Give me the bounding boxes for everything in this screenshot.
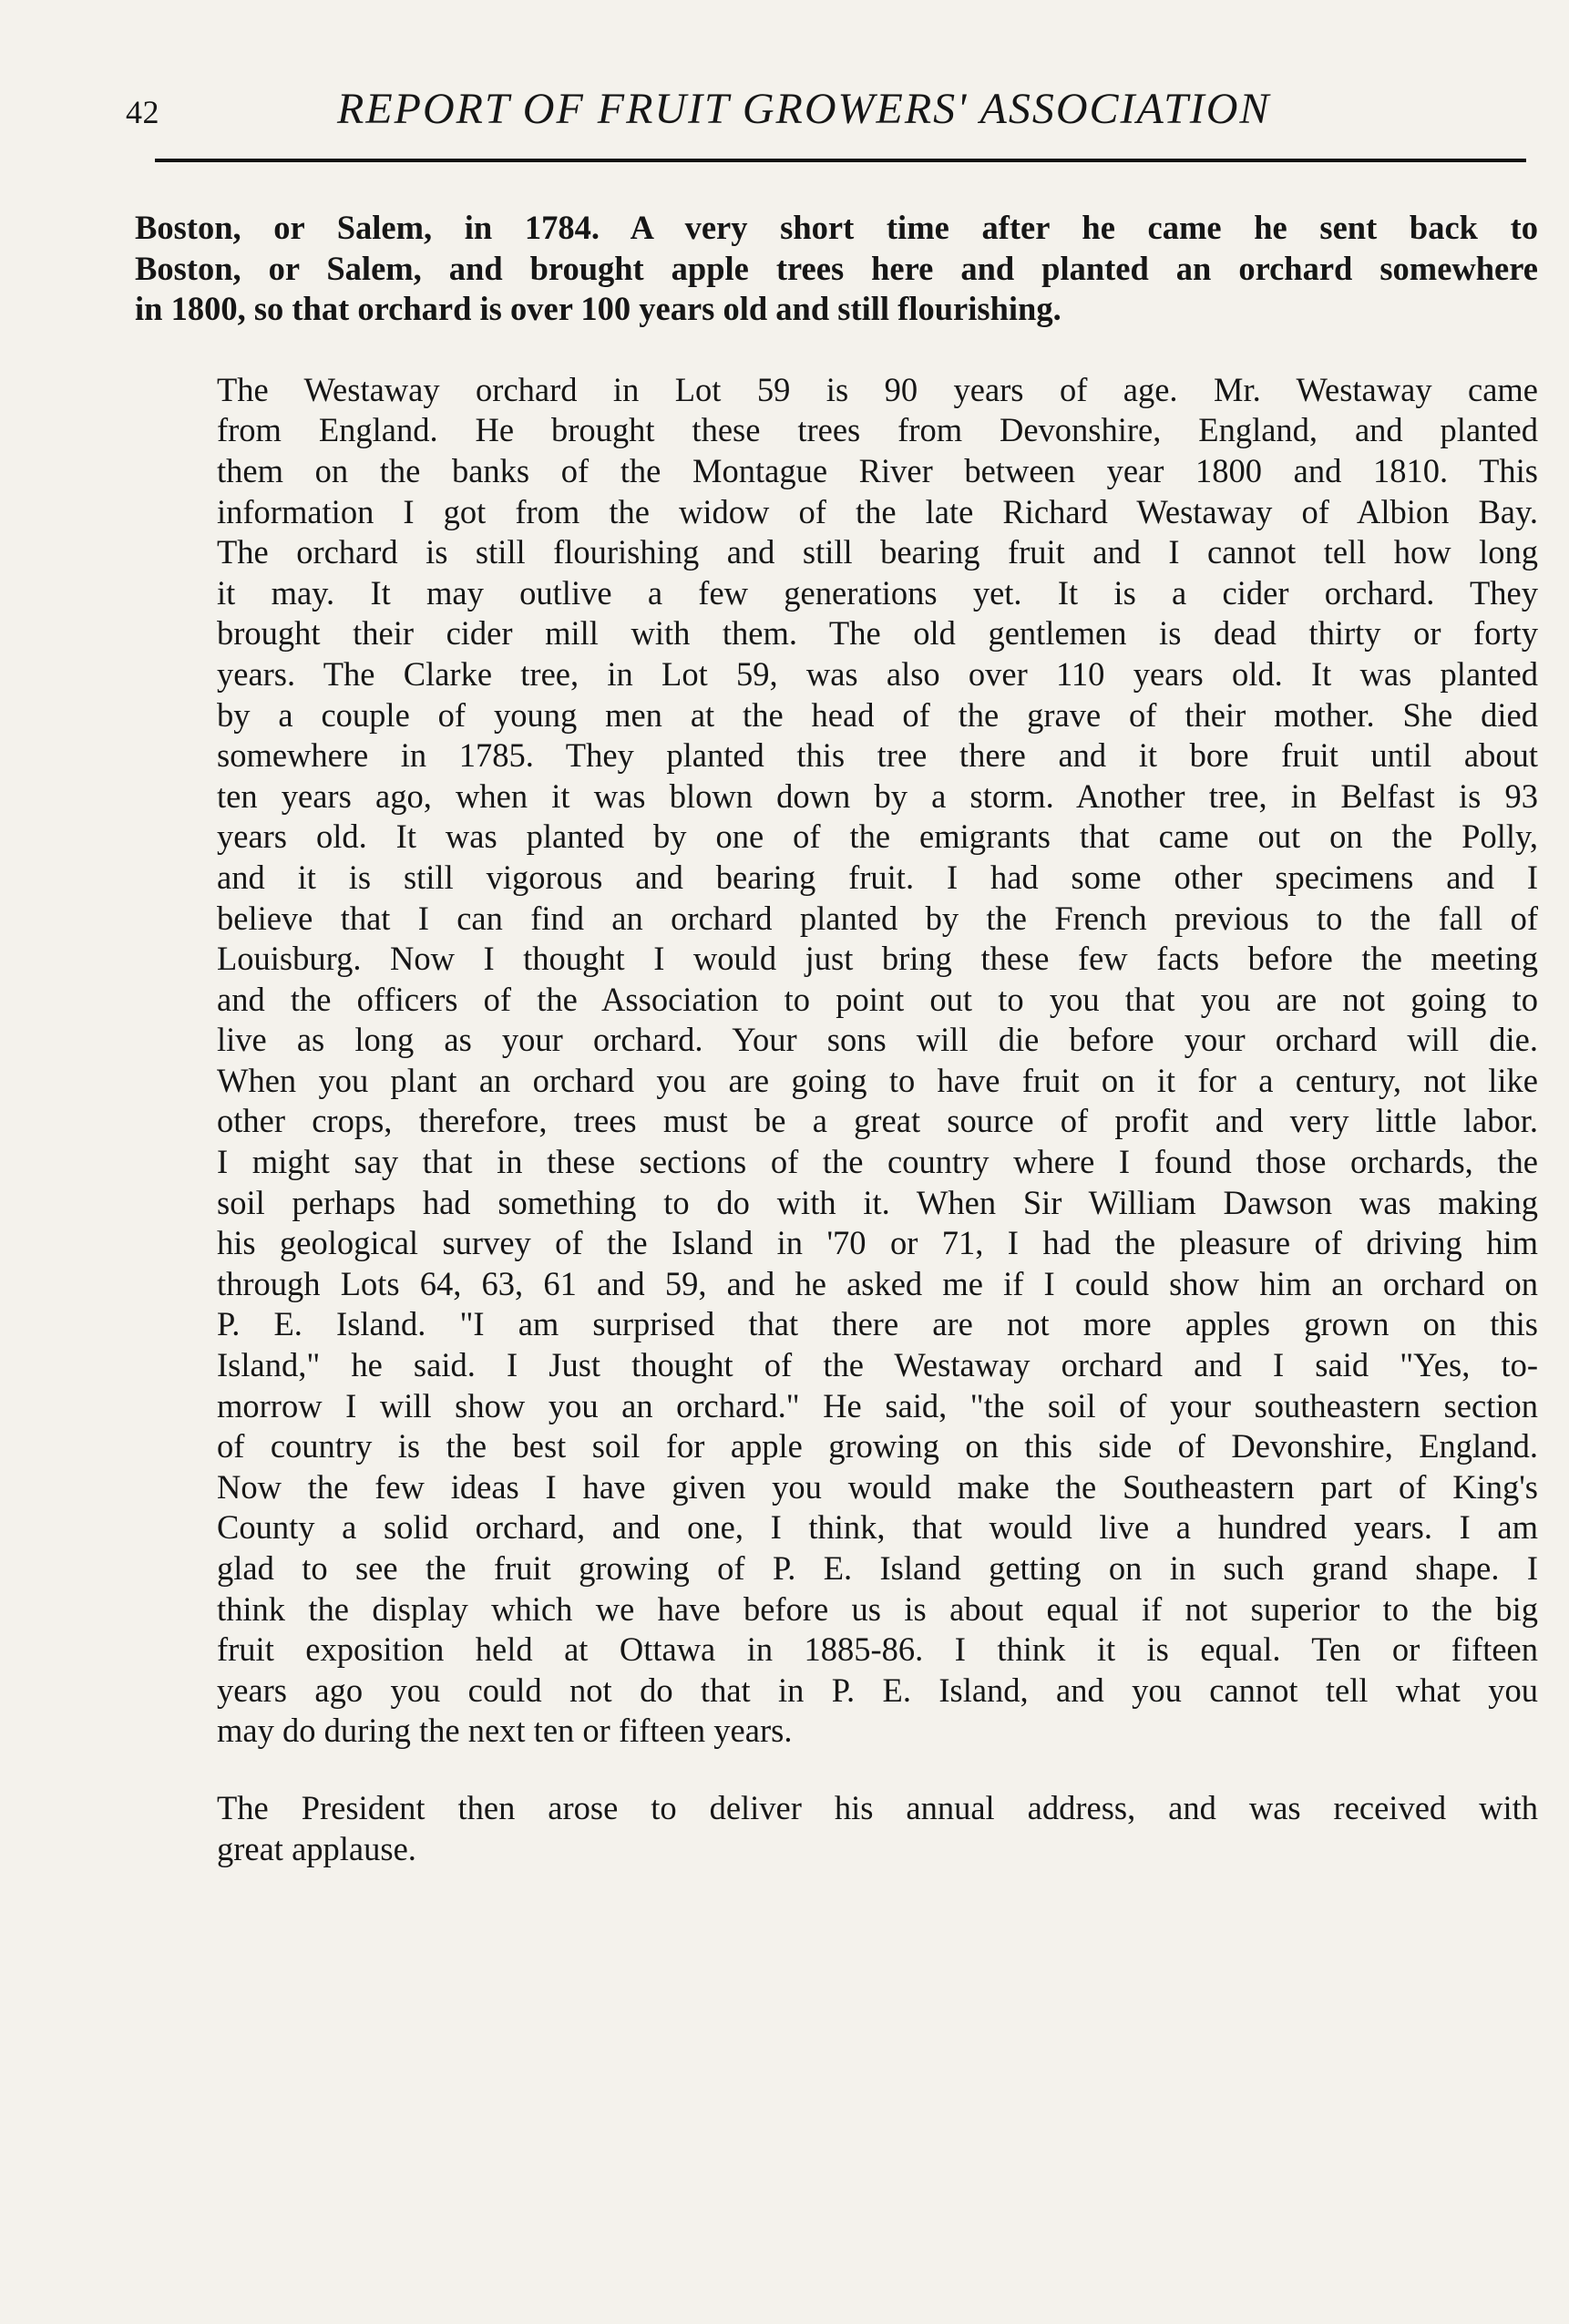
text-line: Now the few ideas I have given you would make the Southeastern part of King's — [217, 1467, 1538, 1506]
paragraph-opening — [135, 208, 1538, 330]
text-line: The orchard is still flourishing and still bearing fruit and I cannot tell how long — [217, 533, 1538, 571]
running-title: REPORT OF FRUIT GROWERS' ASSOCIATION — [337, 85, 1271, 133]
text-line: may do during the next ten or fifteen years. — [217, 1712, 793, 1750]
text-line: The Westaway orchard in Lot 59 is 90 years of age. Mr. Westaway came — [217, 370, 1538, 408]
page-number: 42 — [126, 94, 159, 130]
text-line: it may. It may outlive a few generations yet. It is a cider orchard. They — [217, 573, 1538, 612]
text-line: brought their cider mill with them. The old gentlemen is dead thirty or forty — [217, 614, 1538, 653]
text-line: Boston, or Salem, and brought apple trees here and planted an orchard somewhere — [135, 249, 1538, 287]
text-line: think the display which we have before us is about equal if not superior to the big — [217, 1589, 1538, 1628]
text-line: Island," he said. I Just thought of the Westaway orchard and I said "Yes, to- — [217, 1346, 1538, 1384]
text-line: years ago you could not do that in P. E. Island, and you cannot tell what you — [217, 1671, 1538, 1709]
text-line: information I got from the widow of the late Richard Westaway of Albion Bay. — [217, 492, 1538, 530]
text-line: The President then arose to deliver his annual address, and was received with — [217, 1788, 1538, 1826]
text-line: other crops, therefore, trees must be a great source of profit and very little labor. — [217, 1102, 1538, 1140]
text-line: ten years ago, when it was blown down by a storm. Another tree, in Belfast is 93 — [217, 776, 1538, 815]
page-header — [126, 84, 1392, 149]
body-text — [135, 208, 1538, 1869]
text-line: County a solid orchard, and one, I think, that would live a hundred years. I am — [217, 1508, 1538, 1547]
text-line: Boston, or Salem, in 1784. A very short time after he came he sent back to — [135, 209, 1538, 246]
paragraph-president-address — [135, 1788, 1538, 1869]
paragraph-westaway-orchard — [135, 370, 1538, 1752]
text-line: through Lots 64, 63, 61 and 59, and he asked me if I could show him an orchard on — [217, 1264, 1538, 1302]
text-line: and it is still vigorous and bearing fruit. I had some other specimens and I — [217, 858, 1538, 896]
text-line: P. E. Island. "I am surprised that there are not more apples grown on this — [217, 1305, 1538, 1343]
text-line: somewhere in 1785. They planted this tree there and it bore fruit until about — [217, 736, 1538, 775]
text-line: Louisburg. Now I thought I would just bring these few facts before the meeting — [217, 940, 1538, 978]
text-line: years old. It was planted by one of the emigrants that came out on the Polly, — [217, 818, 1538, 856]
header-rule — [155, 159, 1526, 162]
text-line: glad to see the fruit growing of P. E. Island getting on in such grand shape. I — [217, 1549, 1538, 1587]
text-line: fruit exposition held at Ottawa in 1885-86. I think it is equal. Ten or fifteen — [217, 1630, 1538, 1669]
text-line: I might say that in these sections of the country where I found those orchards, the — [217, 1143, 1538, 1181]
text-line: in 1800, so that orchard is over 100 years old and still flourishing. — [135, 290, 1061, 328]
text-line: great applause. — [217, 1829, 416, 1867]
text-line: his geological survey of the Island in '70 or 71, I had the pleasure of driving him — [217, 1224, 1538, 1262]
text-line: morrow I will show you an orchard." He said, "the soil of your southeastern section — [217, 1386, 1538, 1424]
text-line: by a couple of young men at the head of the grave of their mother. She died — [217, 695, 1538, 734]
text-line: soil perhaps had something to do with it. When Sir William Dawson was making — [217, 1183, 1538, 1221]
text-line: live as long as your orchard. Your sons will die before your orchard will die. — [217, 1021, 1538, 1059]
text-line: years. The Clarke tree, in Lot 59, was also over 110 years old. It was planted — [217, 654, 1538, 693]
text-line: believe that I can find an orchard planted by the French previous to the fall of — [217, 899, 1538, 937]
text-line: of country is the best soil for apple growing on this side of Devonshire, England. — [217, 1427, 1538, 1465]
text-line: and the officers of the Association to point out to you that you are not going to — [217, 980, 1538, 1018]
text-line: When you plant an orchard you are going to have fruit on it for a century, not like — [217, 1061, 1538, 1099]
text-line: from England. He brought these trees from Devonshire, England, and planted — [217, 411, 1538, 449]
text-line: them on the banks of the Montague River between year 1800 and 1810. This — [217, 451, 1538, 489]
